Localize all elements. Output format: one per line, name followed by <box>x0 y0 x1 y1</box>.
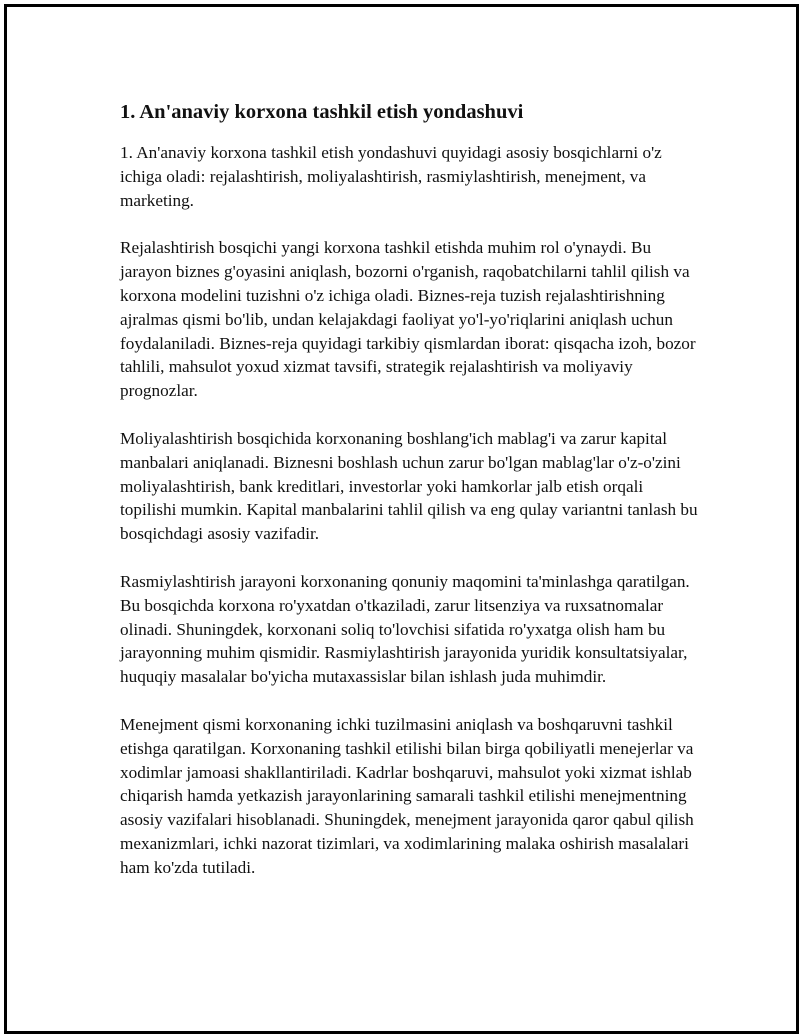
paragraph-management: Menejment qismi korxonaning ichki tuzilmasini aniqlash va boshqaruvni tashkil etishga qaratilgan. Korxonaning tashkil etilishi bilan birga qobiliyatli menejerlar va xodimlar jamoasi shakllantiriladi. Kadrlar boshqaruvi, mahsulot yoki xizmat ishlab chiqarish hamda yetkazish jarayonlarining samarali tashkil etilishi menejmentning asosiy vazifalari hisoblanadi. Shuningdek, menejment jarayonida qaror qabul qilish mexanizmlari, ichki nazorat tizimlari, va xodimlarining malaka oshirish masalalari ham ko'zda tutiladi. <box>120 714 694 877</box>
paragraph-planning: Rejalashtirish bosqichi yangi korxona tashkil etishda muhim rol o'ynaydi. Bu jarayon biznes g'oyasini aniqlash, bozorni o'rganish, raqobatchilarni tahlil qilish va korxona modelini tuzishni o'z ichiga oladi. Biznes-reja tuzish rejalashtirishning ajralmas qismi bo'lib, undan kelajakdagi faoliyat yo'l-yo'riqlarini aniqlash uchun foydalaniladi. Biznes-reja quyidagi tarkibiy qismlardan iborat: qisqacha izoh, bozor tahlili, mahsulot yoxud xizmat tavsifi, strategik rejalashtirish va moliyaviy prognozlar. <box>120 238 696 401</box>
page-frame <box>4 4 799 1034</box>
paragraph-financing: Moliyalashtirish bosqichida korxonaning boshlang'ich mablag'i va zarur kapital manbalari aniqlanadi. Biznesni boshlash uchun zarur bo'lgan mablag'lar o'z-o'zini moliyalashtirish, bank kreditlari, investorlar yoki hamkorlar jalb etish orqali topilishi mumkin. Kapital manbalarini tahlil qilish va eng qulay variantni tanlash bu bosqichdagi asosiy vazifadir. <box>120 428 698 544</box>
paragraph-intro: 1. An'anaviy korxona tashkil etish yondashuvi quyidagi asosiy bosqichlarni o'z ichiga oladi: rejalashtirish, moliyalashtirish, rasmiylashtirish, menejment, va marketing. <box>120 143 662 210</box>
paragraph-registration: Rasmiylashtirish jarayoni korxonaning qonuniy maqomini ta'minlashga qaratilgan. Bu bosqichda korxona ro'yxatdan o'tkaziladi, zarur litsenziya va ruxsatnomalar olinadi. Shuningdek, korxonani soliq to'lovchisi sifatida ro'yxatga olish ham bu jarayonning muhim qismidir. Rasmiylashtirish jarayonida yuridik konsultatsiyalar, huquqiy masalalar bo'yicha mutaxassislar bilan ishlash juda muhimdir. <box>120 571 690 687</box>
section-heading: 1. An'anaviy korxona tashkil etish yondashuvi <box>120 101 524 123</box>
document-body <box>120 98 700 904</box>
